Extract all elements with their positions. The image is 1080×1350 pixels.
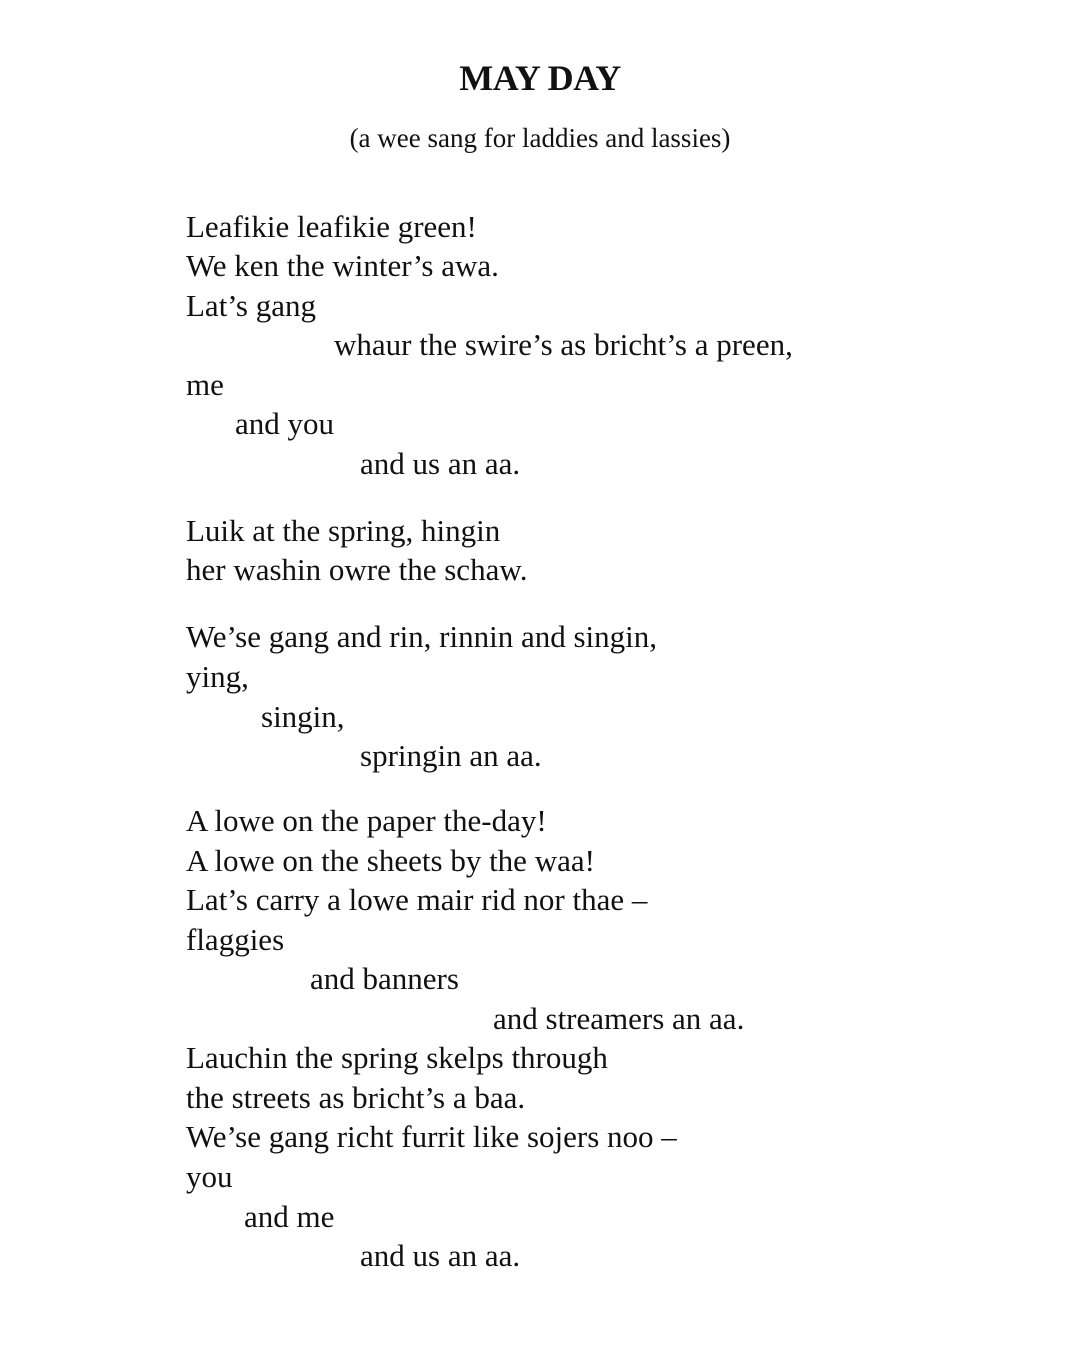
- poem-line: and me: [244, 1199, 335, 1234]
- poem-line: me: [186, 367, 224, 402]
- poem-line: A lowe on the paper the-day!: [186, 803, 547, 838]
- poem-line: you: [186, 1159, 233, 1194]
- poem-line: Lauchin the spring skelps through: [186, 1040, 608, 1075]
- poem-subtitle: (a wee sang for laddies and lassies): [349, 123, 731, 153]
- poem-line: We’se gang and rin, rinnin and singin,: [186, 619, 658, 654]
- poem-line: We’se gang richt furrit like sojers noo –: [186, 1119, 677, 1154]
- poem-line: Leafikie leafikie green!: [186, 209, 477, 244]
- poem-line: her washin owre the schaw.: [186, 552, 528, 587]
- poem-line: Lat’s gang: [186, 288, 316, 323]
- poem-line: and us an aa.: [360, 446, 521, 481]
- poem-line: A lowe on the sheets by the waa!: [186, 843, 595, 878]
- poem-line: and you: [235, 406, 335, 441]
- poem-line: and us an aa.: [360, 1238, 521, 1273]
- poem-line: springin an aa.: [360, 738, 542, 773]
- poem-line: We ken the winter’s awa.: [186, 248, 499, 283]
- poem-line: singin,: [261, 699, 345, 734]
- poem-line: Lat’s carry a lowe mair rid nor thae –: [186, 882, 648, 917]
- poem-title: MAY DAY: [459, 58, 621, 98]
- poem-line: the streets as bricht’s a baa.: [186, 1080, 526, 1115]
- poem-line: Luik at the spring, hingin: [186, 513, 501, 548]
- poem-line: whaur the swire’s as bricht’s a preen,: [334, 327, 793, 362]
- poem-line: flaggies: [186, 922, 285, 957]
- poem-line: and streamers an aa.: [493, 1001, 745, 1036]
- poem-line: and banners: [310, 961, 459, 996]
- poem-line: ying,: [186, 659, 249, 694]
